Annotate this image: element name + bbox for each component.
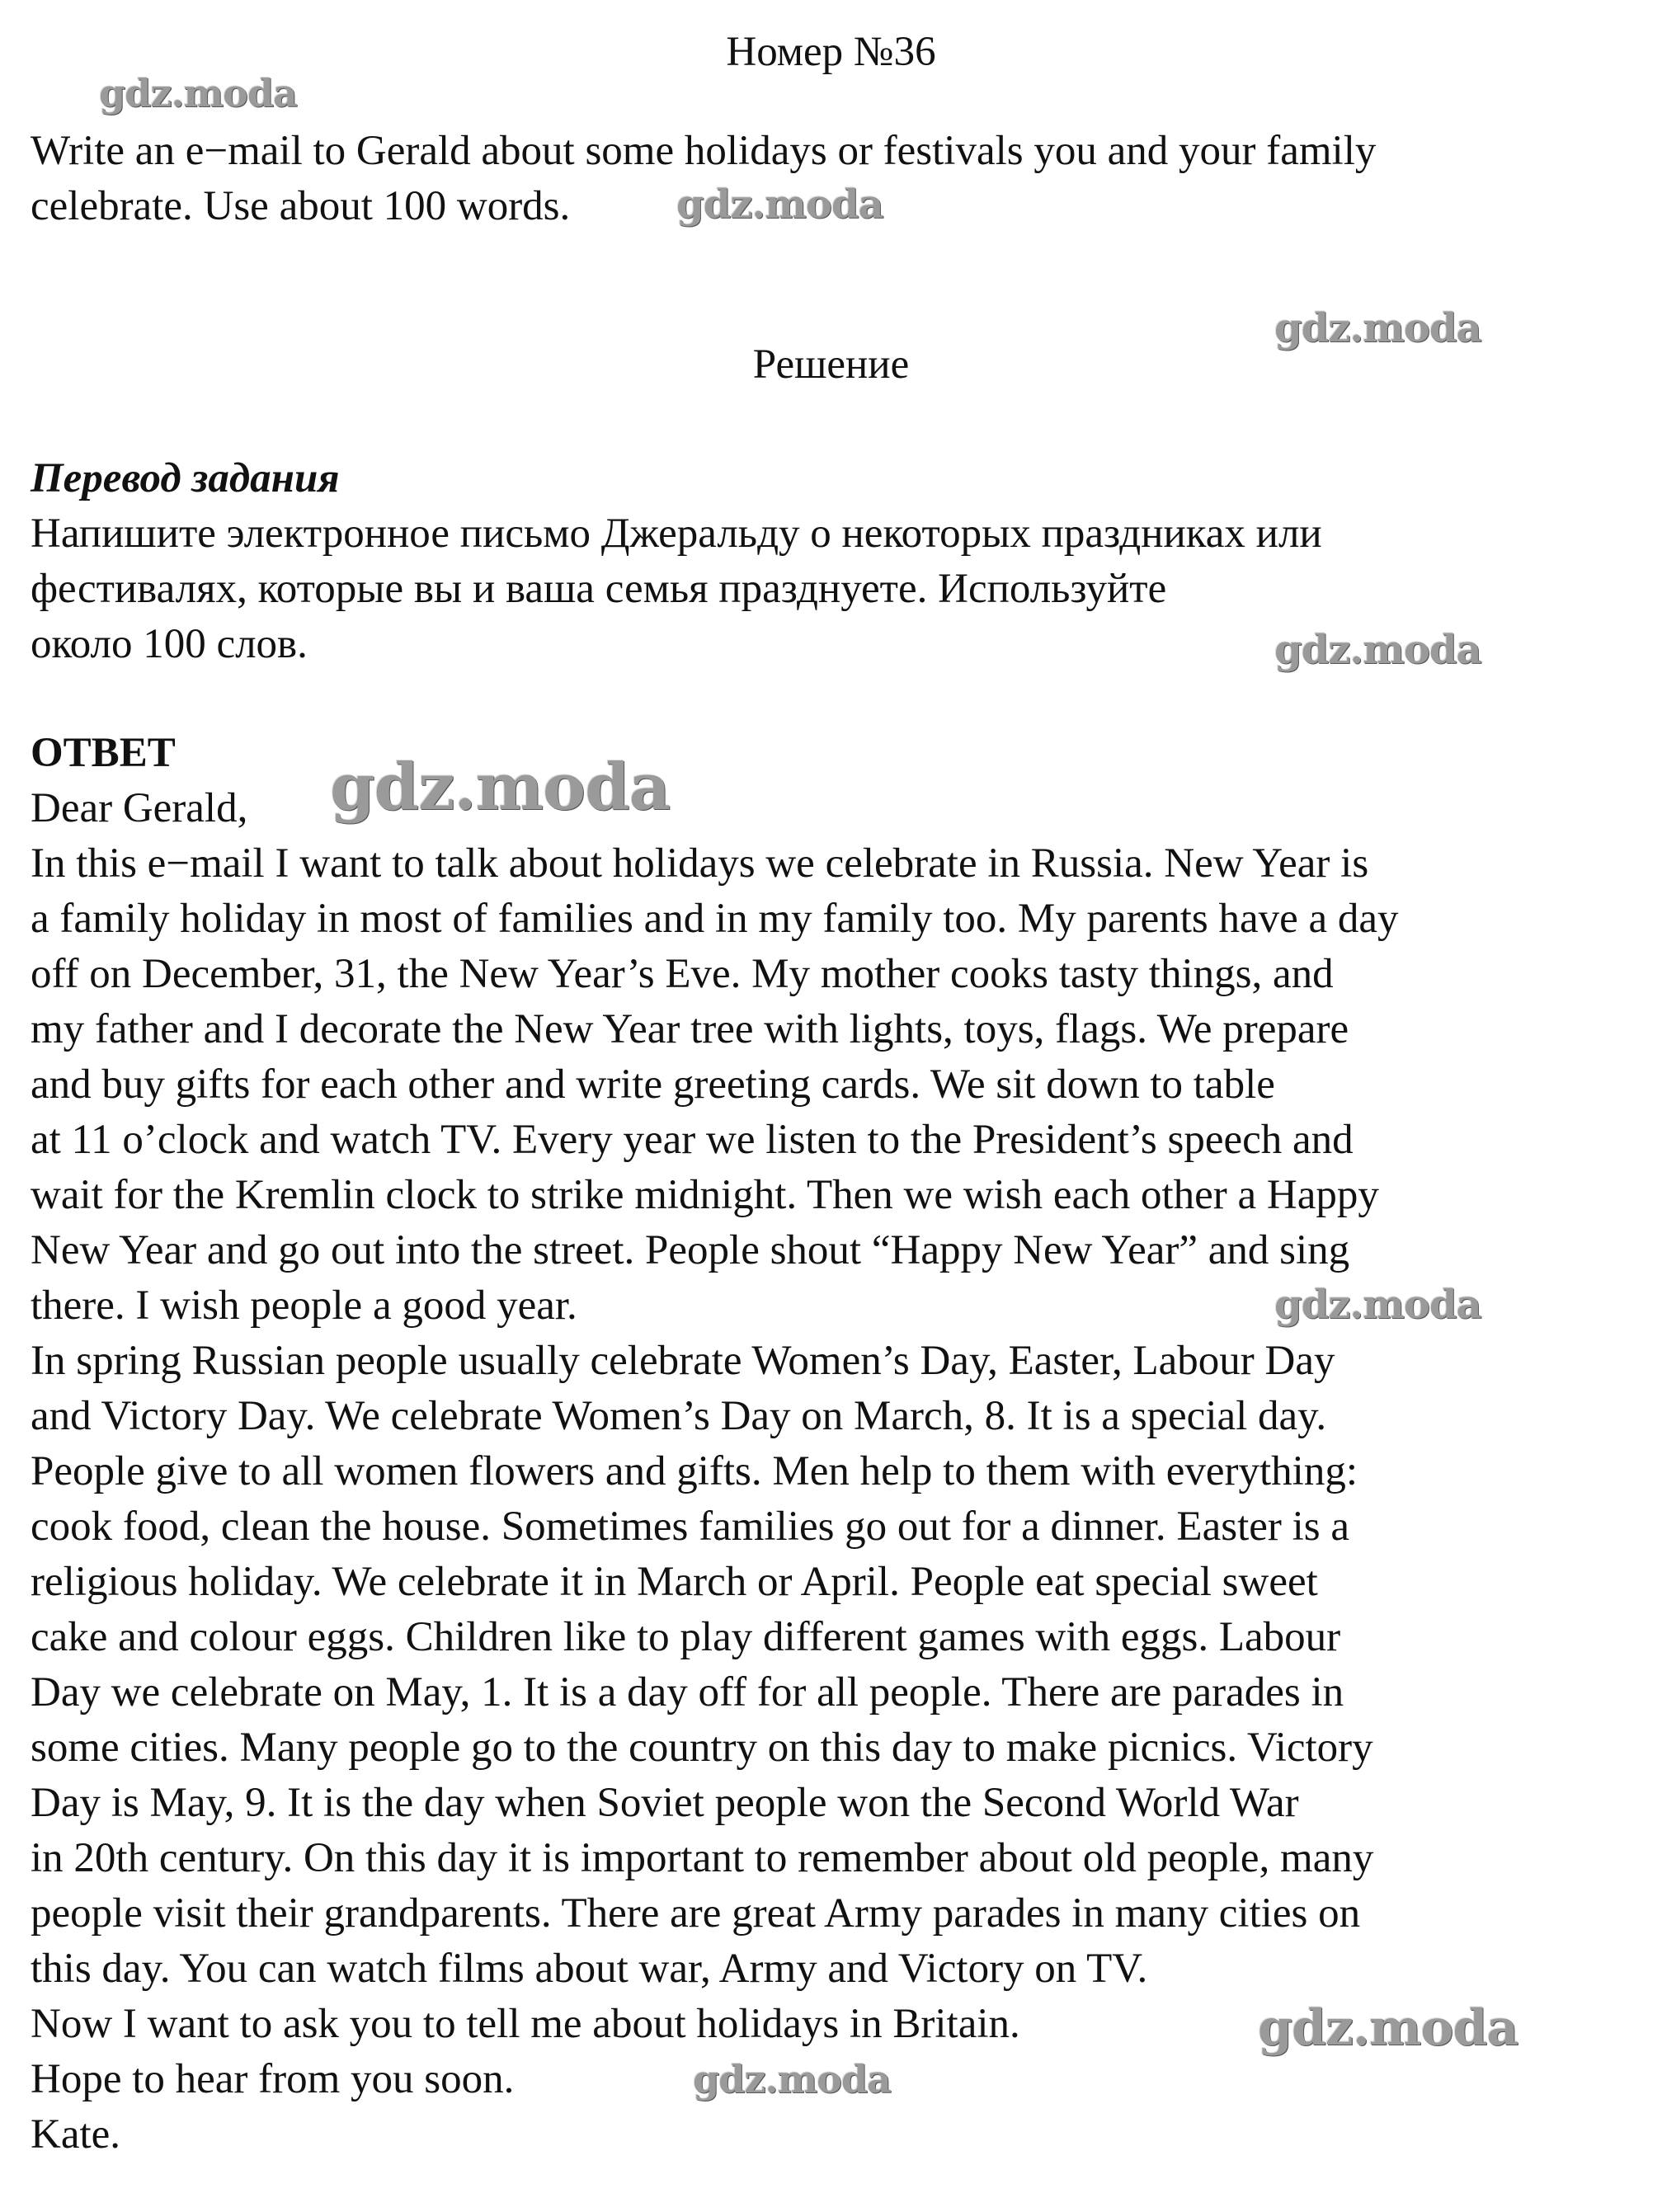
watermark: gdz.moda (1258, 1999, 1518, 2057)
translation-heading: Перевод задания (31, 455, 340, 501)
text-line: New Year and go out into the street. People shout “Happy New Year” and sing (31, 1227, 1350, 1273)
text-line: my father and I decorate the New Year tree with lights, toys, flags. We prepare (31, 1006, 1349, 1052)
text-line: фестивалях, которые вы и ваша семья празднуете. Используйте (31, 566, 1167, 612)
solution-heading: Решение (752, 341, 910, 388)
text-line: Kate. (31, 2111, 121, 2158)
translation-text (31, 506, 1322, 672)
text-line: wait for the Kremlin clock to strike midnight. Then we wish each other a Happy (31, 1172, 1379, 1218)
text-line: a family holiday in most of families and in my family too. My parents have a day (31, 896, 1399, 942)
text-line: Now I want to ask you to tell me about holidays in Britain. (31, 2001, 1020, 2047)
watermark: gdz.moda (1274, 1282, 1481, 1328)
watermark: gdz.moda (693, 2057, 891, 2101)
text-line: this day. You can watch films about war, Army and Victory on TV. (31, 1946, 1148, 1992)
text-line: In this e−mail I want to talk about holidays we celebrate in Russia. New Year is (31, 840, 1369, 887)
text-line: In spring Russian people usually celebrate Women’s Day, Easter, Labour Day (31, 1338, 1335, 1384)
text-line: celebrate. Use about 100 words. (31, 183, 571, 229)
answer-section (31, 726, 1399, 2163)
text-line: off on December, 31, the New Year’s Eve. My mother cooks tasty things, and (31, 951, 1334, 997)
text-line: and Victory Day. We celebrate Women’s Day on March, 8. It is a special day. (31, 1393, 1327, 1439)
text-line: people visit their grandparents. There are great Army parades in many cities on (31, 1890, 1361, 1937)
text-line: около 100 слов. (31, 621, 308, 667)
text-line: cake and colour eggs. Children like to play different games with eggs. Labour (31, 1614, 1341, 1660)
page-title: Номер №36 (726, 29, 936, 75)
text-line: cook food, clean the house. Sometimes families go out for a dinner. Easter is a (31, 1504, 1350, 1550)
answer-heading: ОТВЕТ (31, 730, 176, 776)
text-line: some cities. Many people go to the country on this day to make picnics. Victory (31, 1725, 1373, 1771)
watermark: gdz.moda (330, 750, 671, 825)
answer-text (31, 781, 1399, 2163)
translation-section (31, 451, 1322, 672)
text-line: Day is May, 9. It is the day when Soviet people won the Second World War (31, 1780, 1299, 1826)
watermark: gdz.moda (1274, 627, 1481, 673)
text-line: People give to all women flowers and gifts. Men help to them with everything: (31, 1448, 1358, 1494)
watermark: gdz.moda (676, 181, 883, 228)
text-line: Dear Gerald, (31, 785, 248, 831)
text-line: Напишите электронное письмо Джеральду о некоторых праздниках или (31, 511, 1322, 557)
text-line: religious holiday. We celebrate it in March or April. People eat special sweet (31, 1559, 1318, 1605)
text-line: Write an e−mail to Gerald about some holidays or festivals you and your family (31, 128, 1377, 174)
text-line: in 20th century. On this day it is important to remember about old people, many (31, 1835, 1374, 1881)
text-line: and buy gifts for each other and write greeting cards. We sit down to table (31, 1061, 1275, 1108)
text-line: Day we celebrate on May, 1. It is a day off for all people. There are parades in (31, 1669, 1344, 1715)
text-line: there. I wish people a good year. (31, 1282, 577, 1329)
watermark: gdz.moda (99, 71, 297, 115)
watermark: gdz.moda (1274, 305, 1481, 351)
text-line: Hope to hear from you soon. (31, 2056, 515, 2102)
text-line: at 11 o’clock and watch TV. Every year we listen to the President’s speech and (31, 1117, 1354, 1163)
